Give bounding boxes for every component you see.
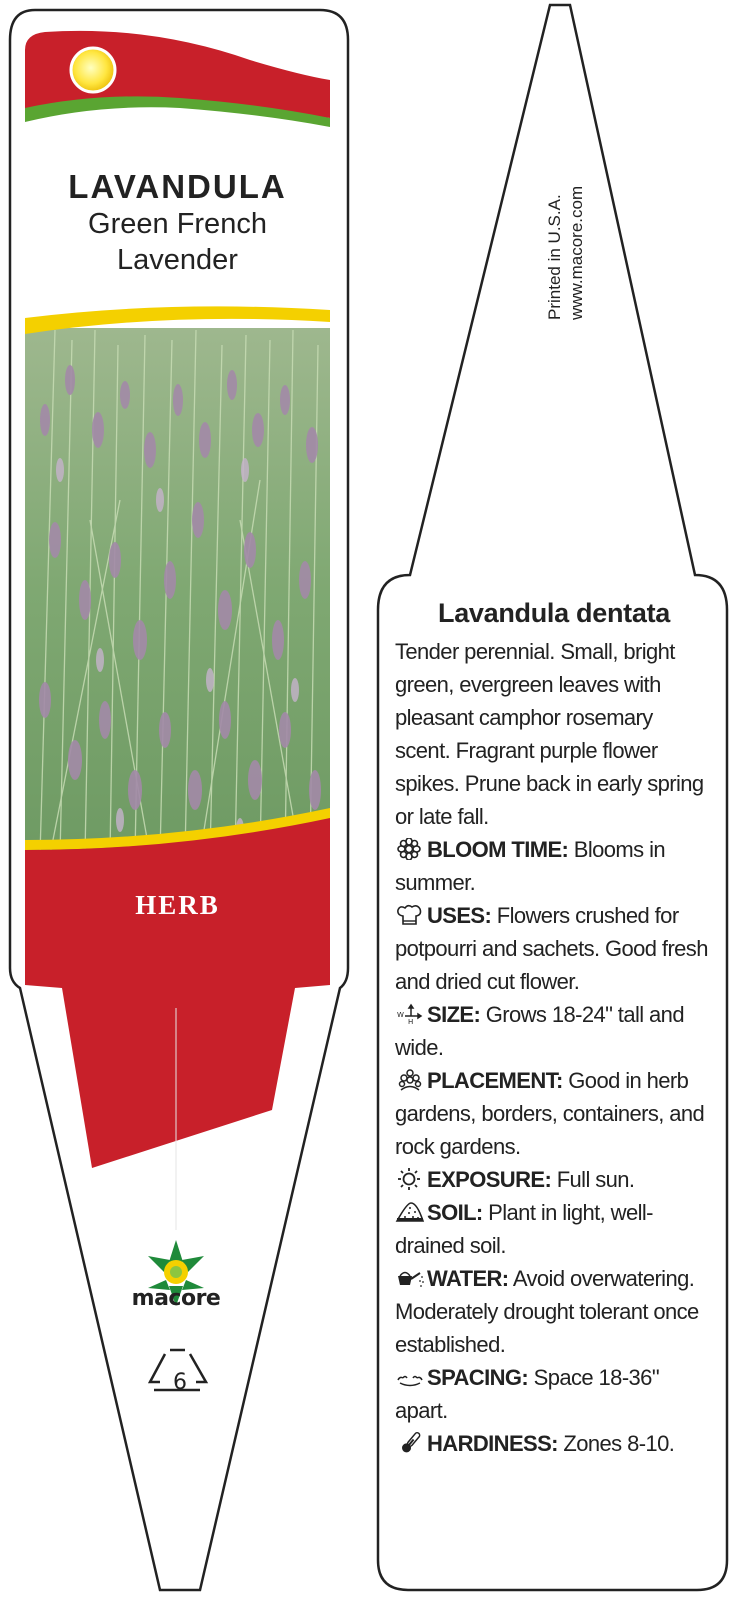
attr-uses: [395, 899, 713, 998]
recycle-code: 6: [173, 1370, 187, 1395]
common-name-line2: Lavender: [117, 244, 238, 276]
sun-icon: [395, 1168, 425, 1190]
svg-text:W: W: [397, 1011, 404, 1019]
attr-label: USES:: [427, 903, 492, 928]
attr-bloom-time: [395, 833, 713, 899]
attr-label: HARDINESS:: [427, 1431, 558, 1456]
attr-placement: [395, 1064, 713, 1163]
attr-text: Full sun.: [551, 1167, 635, 1192]
size-arrows-icon: [395, 1003, 425, 1025]
soil-pile-icon: [395, 1201, 425, 1223]
flower-icon: [395, 838, 425, 860]
attr-label: WATER:: [427, 1266, 509, 1291]
thermometer-icon: [395, 1432, 425, 1454]
attr-size: [395, 998, 713, 1064]
print-info: [545, 135, 605, 320]
brand-name: macore: [131, 1286, 221, 1311]
attr-label: SPACING:: [427, 1365, 529, 1390]
website-text: www.macore.com: [567, 185, 586, 320]
attr-label: PLACEMENT:: [427, 1068, 563, 1093]
attr-soil: [395, 1196, 713, 1262]
sun-icon: [71, 48, 115, 92]
attr-label: SOIL:: [427, 1200, 483, 1225]
genus-title: LAVANDULA: [68, 168, 287, 205]
attr-water: [395, 1262, 713, 1361]
common-name-line1: Green French: [88, 208, 267, 240]
description: Tender perennial. Small, bright green, evergreen leaves with pleasant camphor rosemary scent. Fragrant purple flower spikes. Prune back in early spring or late fall.: [395, 639, 704, 829]
back-content: [395, 598, 713, 1460]
attr-text: Avoid overwatering. Moderately drought tolerant once established.: [395, 1266, 699, 1357]
lavender-photo: [25, 320, 330, 860]
category-label: HERB: [135, 890, 220, 920]
attr-text: Blooms in summer.: [395, 837, 665, 895]
watering-can-icon: [395, 1267, 425, 1289]
attr-label: EXPOSURE:: [427, 1167, 552, 1192]
printed-in-text: Printed in U.S.A.: [545, 194, 564, 320]
attr-hardiness: [395, 1427, 713, 1460]
attr-text: Good in herb gardens, borders, containers, and rock gardens.: [395, 1068, 705, 1159]
plant-cluster-icon: [395, 1069, 425, 1091]
attr-text: Space 18-36" apart.: [395, 1365, 660, 1423]
attr-exposure: [395, 1163, 713, 1196]
latin-name: Lavandula dentata: [438, 598, 670, 628]
attr-text: Plant in light, well-drained soil.: [395, 1200, 653, 1258]
attr-spacing: [395, 1361, 713, 1427]
seedling-spacing-icon: [395, 1366, 425, 1388]
attr-label: SIZE:: [427, 1002, 481, 1027]
attr-text: Flowers crushed for potpourri and sachets. Good fresh and dried cut flower.: [395, 903, 708, 994]
attr-label: BLOOM TIME:: [427, 837, 569, 862]
attr-text: Zones 8-10.: [557, 1431, 675, 1456]
chef-hat-icon: [395, 904, 425, 926]
attr-text: Grows 18-24" tall and wide.: [395, 1002, 684, 1060]
svg-text:H: H: [408, 1018, 413, 1025]
